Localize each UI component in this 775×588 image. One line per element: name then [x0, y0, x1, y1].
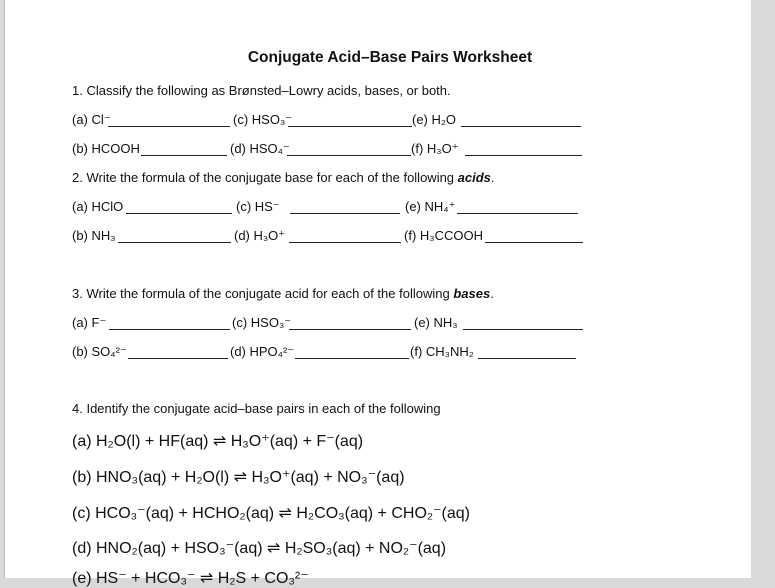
- q4-equation-c: (c) HCO₃⁻(aq) + HCHO₂(aq) ⇌ H₂CO₃(aq) + CHO₂⁻(aq): [72, 505, 471, 522]
- answer-line: [295, 358, 409, 359]
- q4-equation-b: (b) HNO₃(aq) + H₂O(l) ⇌ H₃O⁺(aq) + NO₃⁻(aq): [72, 469, 405, 486]
- q2-item-d: (d) H₃O⁺: [234, 228, 286, 243]
- q2-item-a: (a) HClO: [72, 199, 124, 214]
- answer-line: [287, 155, 411, 156]
- answer-line: [126, 213, 232, 214]
- q1-item-f: (f) H₃O⁺: [411, 141, 459, 156]
- q1-prompt: 1. Classify the following as Brønsted–Lowry acids, bases, or both.: [72, 83, 451, 98]
- q2-item-e: (e) NH₄⁺: [405, 199, 456, 214]
- q3-item-a: (a) F⁻: [72, 315, 107, 330]
- answer-line: [141, 155, 227, 156]
- q3-item-c: (c) HSO₃⁻: [232, 315, 292, 330]
- q1-item-e: (e) H₂O: [412, 112, 457, 127]
- answer-line: [128, 358, 228, 359]
- q3-item-d: (d) HPO₄²⁻: [230, 344, 295, 359]
- q3-item-e: (e) NH₃: [414, 315, 458, 330]
- page-title: Conjugate Acid–Base Pairs Worksheet: [247, 49, 533, 66]
- q3-item-f: (f) CH₃NH₂: [410, 344, 474, 359]
- q4-prompt: 4. Identify the conjugate acid–base pairs in each of the following: [72, 401, 441, 416]
- q1-item-b: (b) HCOOH: [72, 141, 140, 156]
- answer-line: [109, 329, 230, 330]
- q4-equation-d: (d) HNO₂(aq) + HSO₃⁻(aq) ⇌ H₂SO₃(aq) + NO₂⁻(aq): [72, 540, 447, 557]
- q3-prompt: 3. Write the formula of the conjugate acid for each of the following bases.: [72, 286, 494, 301]
- answer-line: [463, 329, 583, 330]
- q2-prompt: 2. Write the formula of the conjugate base for each of the following acids.: [72, 170, 495, 185]
- q4-equation-e: (e) HS⁻ + HCO₃⁻ ⇌ H₂S + CO₃²⁻: [72, 570, 309, 587]
- answer-line: [288, 126, 412, 127]
- q2-item-b: (b) NH₃: [72, 228, 116, 243]
- q4-equation-a: (a) H₂O(l) + HF(aq) ⇌ H₃O⁺(aq) + F⁻(aq): [72, 433, 364, 450]
- answer-line: [289, 329, 411, 330]
- q2-item-c: (c) HS⁻: [236, 199, 280, 214]
- answer-line: [457, 213, 578, 214]
- worksheet-page: [4, 0, 751, 587]
- emphasis-bases: bases: [453, 286, 491, 301]
- answer-line: [461, 126, 581, 127]
- q2-item-f: (f) H₃CCOOH: [404, 228, 483, 243]
- answer-line: [290, 213, 400, 214]
- q3-item-b: (b) SO₄²⁻: [72, 344, 127, 359]
- answer-line: [289, 242, 401, 243]
- q1-item-c: (c) HSO₃⁻: [233, 112, 293, 127]
- q1-item-a: (a) Cl⁻: [72, 112, 111, 127]
- answer-line: [118, 242, 231, 243]
- answer-line: [465, 155, 582, 156]
- answer-line: [108, 126, 230, 127]
- answer-line: [478, 358, 576, 359]
- emphasis-acids: acids: [457, 170, 491, 185]
- answer-line: [485, 242, 583, 243]
- q1-item-d: (d) HSO₄⁻: [230, 141, 290, 156]
